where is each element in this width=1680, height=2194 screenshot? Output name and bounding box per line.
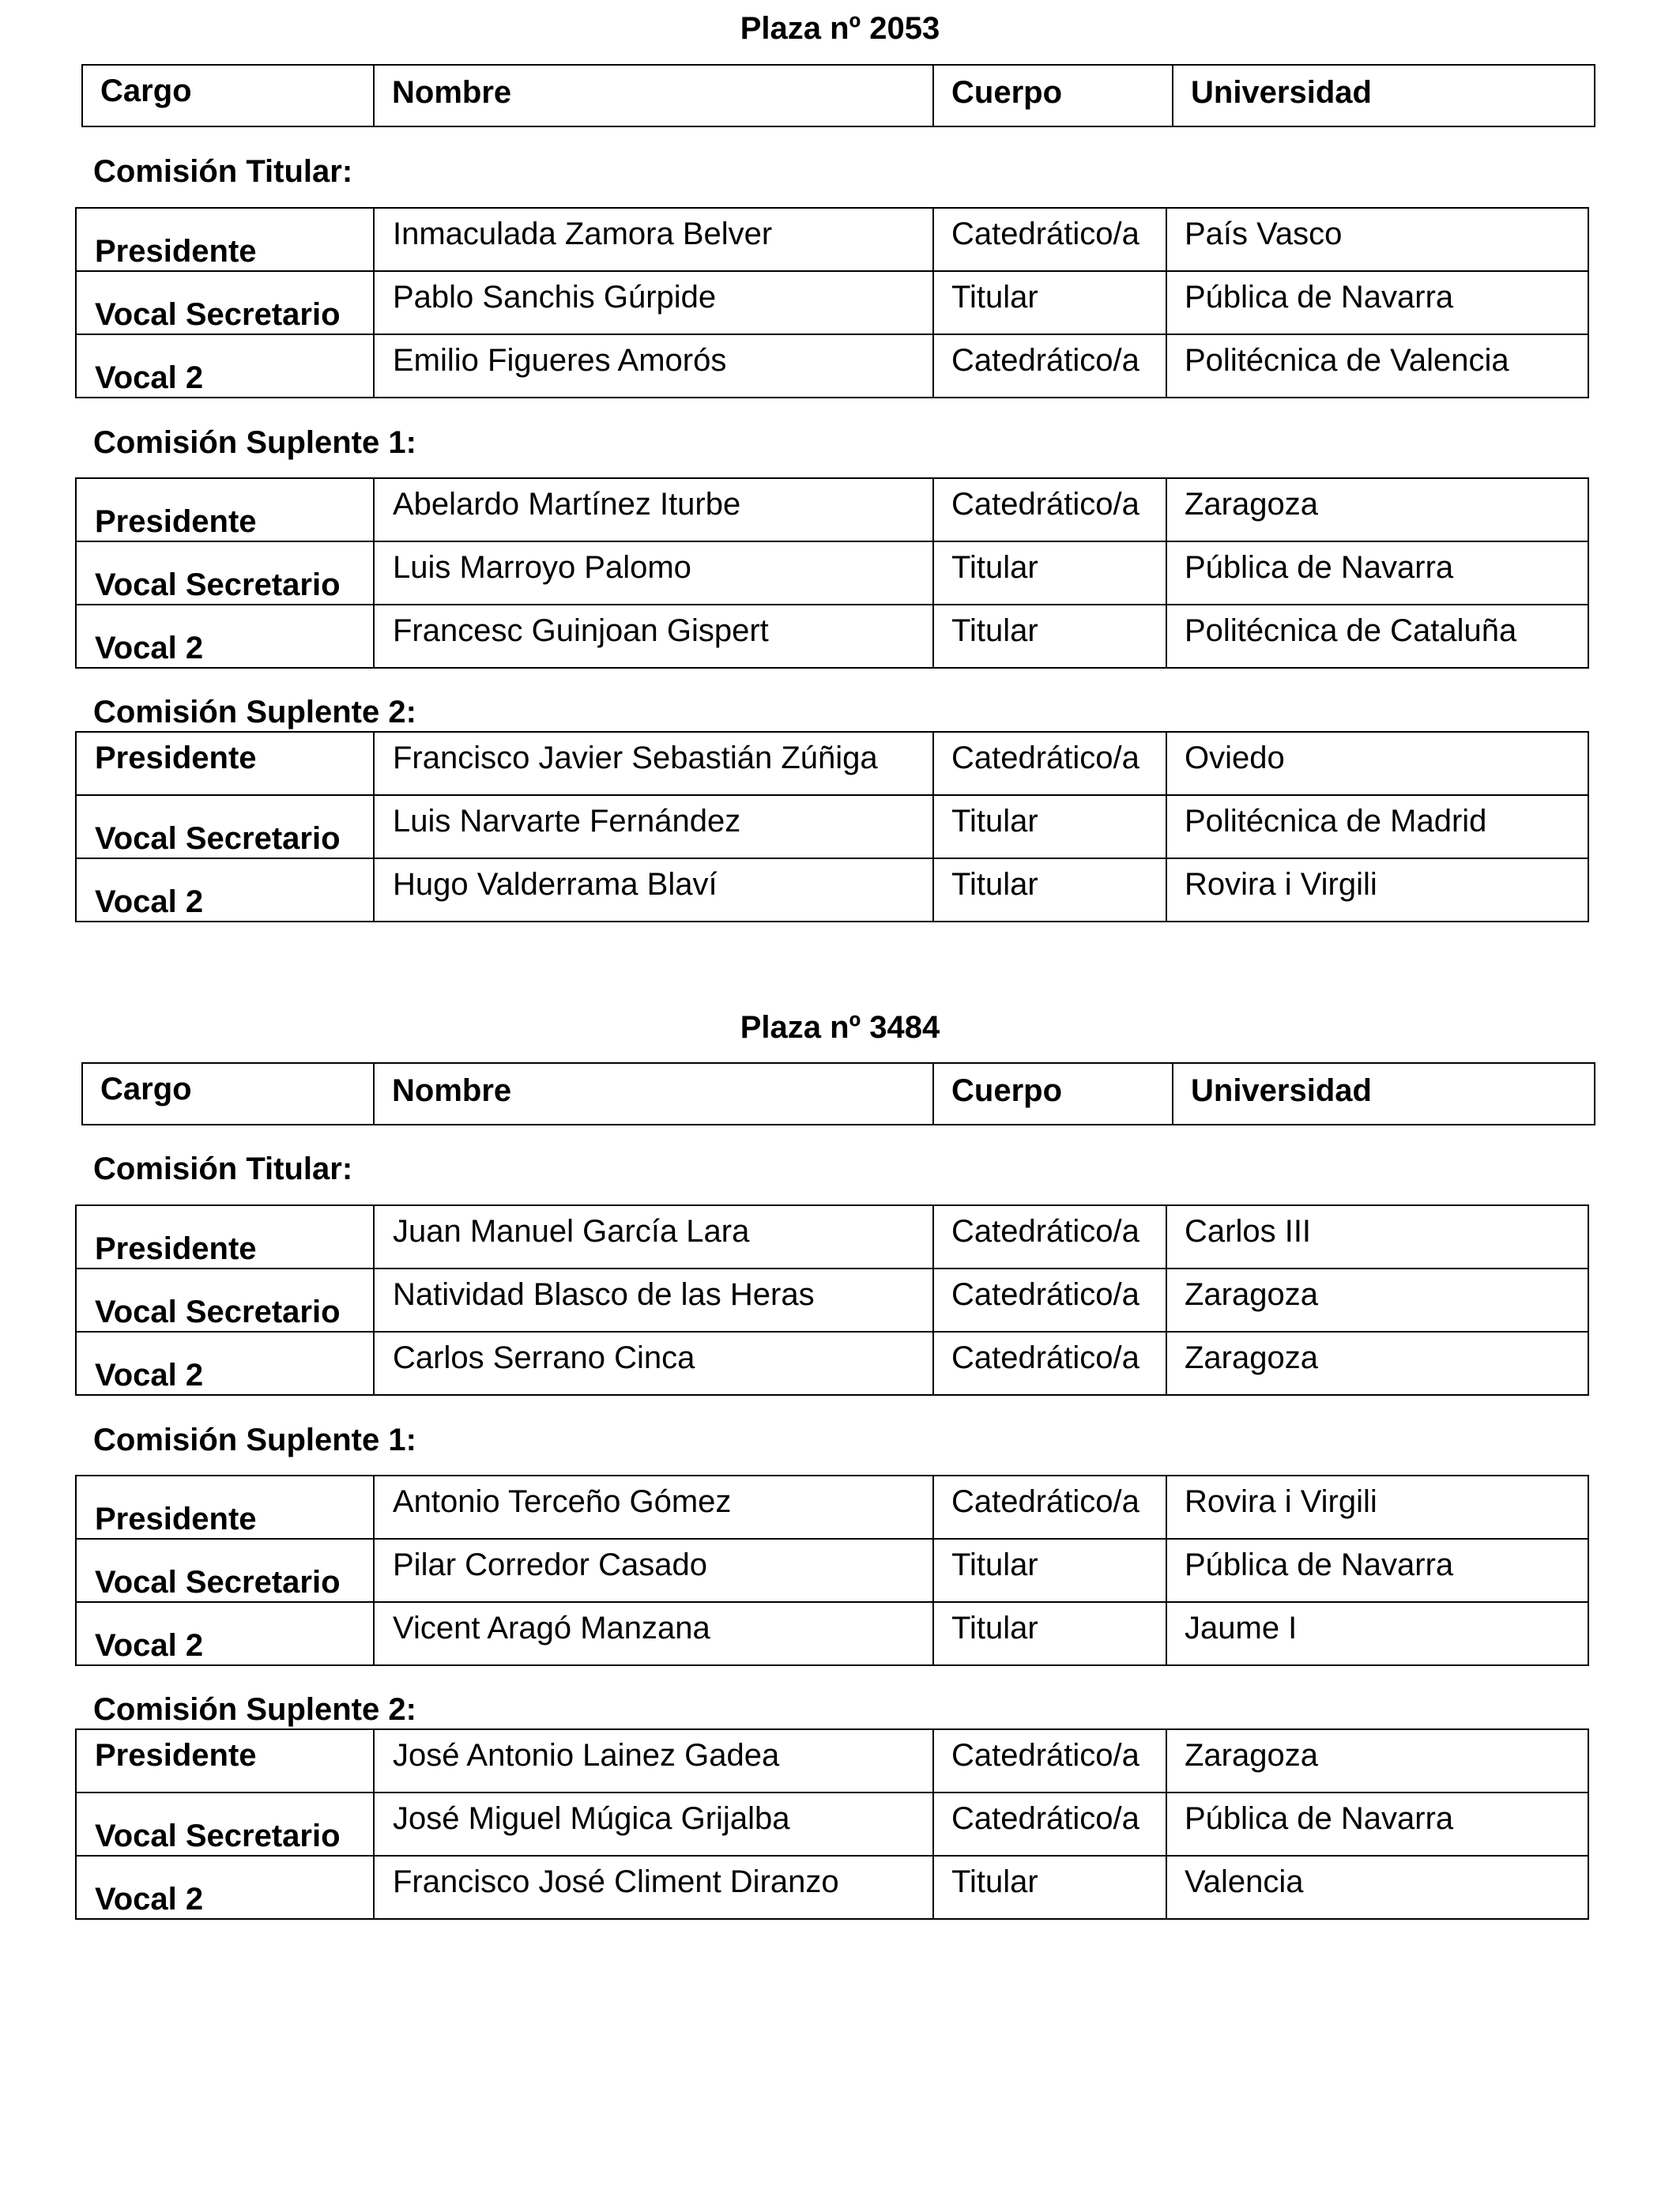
- cell-cargo: Presidente: [77, 1206, 375, 1268]
- section-label-comision-suplente-1: Comisión Suplente 1:: [93, 1423, 416, 1457]
- cell-universidad: País Vasco: [1185, 217, 1343, 251]
- comision-titular-table: [75, 207, 1589, 398]
- header-universidad: Universidad: [1191, 75, 1372, 110]
- section-label-comision-suplente-2: Comisión Suplente 2:: [93, 695, 416, 729]
- cell-cargo: Vocal 2: [77, 1333, 375, 1394]
- table-row: [77, 859, 1588, 921]
- comision-suplente-1-table: [75, 1475, 1589, 1666]
- cell-cargo: Vocal 2: [77, 335, 375, 397]
- cell-nombre: Juan Manuel García Lara: [375, 1206, 934, 1268]
- section-label-comision-titular: Comisión Titular:: [93, 1152, 353, 1186]
- cell-cargo: Vocal Secretario: [77, 1540, 375, 1601]
- cell-universidad: Oviedo: [1185, 741, 1285, 775]
- cell-universidad: Zaragoza: [1185, 1277, 1318, 1312]
- cell-nombre: Pilar Corredor Casado: [375, 1540, 934, 1601]
- header-cuerpo: Cuerpo: [934, 1064, 1173, 1124]
- cell-nombre: Francisco Javier Sebastián Zúñiga: [375, 733, 934, 794]
- table-row: [77, 335, 1588, 397]
- cell-cargo: Vocal 2: [77, 1857, 375, 1918]
- cell-nombre: Abelardo Martínez Iturbe: [375, 479, 934, 541]
- cell-nombre: Inmaculada Zamora Belver: [375, 209, 934, 270]
- cell-universidad: Pública de Navarra: [1185, 550, 1454, 585]
- cell-cuerpo: Titular: [934, 272, 1167, 334]
- comision-titular-table: [75, 1204, 1589, 1396]
- cell-cuerpo: Titular: [934, 1540, 1167, 1601]
- comision-suplente-2-table: [75, 1728, 1589, 1920]
- cell-cuerpo: Catedrático/a: [934, 733, 1167, 794]
- header-cuerpo: Cuerpo: [934, 66, 1173, 126]
- cell-cargo: Presidente: [77, 733, 375, 794]
- cell-universidad: Valencia: [1185, 1864, 1304, 1899]
- table-row: [77, 1333, 1588, 1394]
- table-row: [77, 605, 1588, 667]
- cell-nombre: Natividad Blasco de las Heras: [375, 1269, 934, 1331]
- section-label-comision-suplente-1: Comisión Suplente 1:: [93, 425, 416, 460]
- cell-universidad: Zaragoza: [1185, 1738, 1318, 1773]
- cell-cargo: Vocal Secretario: [77, 272, 375, 334]
- table-row: [77, 1603, 1588, 1664]
- cell-cargo: Vocal 2: [77, 605, 375, 667]
- cell-cuerpo: Catedrático/a: [934, 1730, 1167, 1792]
- cell-cuerpo: Catedrático/a: [934, 479, 1167, 541]
- table-row: [77, 733, 1588, 796]
- cell-universidad: Rovira i Virgili: [1185, 867, 1377, 902]
- cell-nombre: Carlos Serrano Cinca: [375, 1333, 934, 1394]
- cell-nombre: Francisco José Climent Diranzo: [375, 1857, 934, 1918]
- cell-universidad: Zaragoza: [1185, 1340, 1318, 1375]
- plaza-title: Plaza nº 2053: [740, 11, 940, 46]
- cell-nombre: José Antonio Lainez Gadea: [375, 1730, 934, 1792]
- cell-nombre: Emilio Figueres Amorós: [375, 335, 934, 397]
- table-row: [77, 1857, 1588, 1918]
- cell-cargo: Vocal Secretario: [77, 796, 375, 858]
- table-row: [77, 1476, 1588, 1540]
- table-row: [77, 1730, 1588, 1793]
- cell-cuerpo: Titular: [934, 1603, 1167, 1664]
- cell-cuerpo: Catedrático/a: [934, 1206, 1167, 1268]
- cell-cargo: Vocal 2: [77, 1603, 375, 1664]
- cell-nombre: Vicent Aragó Manzana: [375, 1603, 934, 1664]
- cell-universidad: Zaragoza: [1185, 487, 1318, 522]
- cell-cargo: Vocal Secretario: [77, 1793, 375, 1855]
- column-header-table: [81, 64, 1595, 127]
- cell-universidad: Politécnica de Cataluña: [1185, 613, 1517, 648]
- header-nombre: Nombre: [375, 66, 934, 126]
- header-universidad: Universidad: [1191, 1073, 1372, 1108]
- table-row: [77, 1540, 1588, 1603]
- cell-cuerpo: Catedrático/a: [934, 335, 1167, 397]
- cell-cargo: Presidente: [77, 1730, 375, 1792]
- table-row: [77, 209, 1588, 272]
- header-nombre: Nombre: [375, 1064, 934, 1124]
- cell-nombre: Pablo Sanchis Gúrpide: [375, 272, 934, 334]
- cell-nombre: Luis Marroyo Palomo: [375, 542, 934, 604]
- comision-suplente-2-table: [75, 731, 1589, 922]
- plaza-title: Plaza nº 3484: [740, 1010, 940, 1045]
- cell-cargo: Vocal Secretario: [77, 542, 375, 604]
- cell-cuerpo: Titular: [934, 542, 1167, 604]
- section-label-comision-suplente-2: Comisión Suplente 2:: [93, 1692, 416, 1727]
- cell-cuerpo: Catedrático/a: [934, 209, 1167, 270]
- cell-cuerpo: Catedrático/a: [934, 1269, 1167, 1331]
- cell-cargo: Vocal Secretario: [77, 1269, 375, 1331]
- table-row: [77, 479, 1588, 542]
- cell-cargo: Presidente: [77, 479, 375, 541]
- table-row: [77, 272, 1588, 335]
- table-row: [77, 1269, 1588, 1333]
- header-cargo: Cargo: [83, 1064, 375, 1124]
- cell-cargo: Presidente: [77, 209, 375, 270]
- table-row: [77, 1206, 1588, 1269]
- header-cargo: Cargo: [83, 66, 375, 126]
- cell-nombre: Hugo Valderrama Blaví: [375, 859, 934, 921]
- cell-universidad: Pública de Navarra: [1185, 280, 1454, 315]
- table-row: [77, 796, 1588, 859]
- column-header-table: [81, 1062, 1595, 1125]
- cell-universidad: Politécnica de Madrid: [1185, 804, 1487, 839]
- cell-cuerpo: Titular: [934, 796, 1167, 858]
- cell-cuerpo: Titular: [934, 859, 1167, 921]
- cell-cargo: Vocal 2: [77, 859, 375, 921]
- cell-cuerpo: Catedrático/a: [934, 1333, 1167, 1394]
- table-row: [77, 1793, 1588, 1857]
- cell-nombre: José Miguel Múgica Grijalba: [375, 1793, 934, 1855]
- section-label-comision-titular: Comisión Titular:: [93, 154, 353, 189]
- cell-cuerpo: Titular: [934, 1857, 1167, 1918]
- cell-nombre: Antonio Terceño Gómez: [375, 1476, 934, 1538]
- cell-universidad: Pública de Navarra: [1185, 1547, 1454, 1582]
- table-row: [77, 542, 1588, 605]
- cell-universidad: Rovira i Virgili: [1185, 1484, 1377, 1519]
- cell-cuerpo: Titular: [934, 605, 1167, 667]
- cell-cargo: Presidente: [77, 1476, 375, 1538]
- cell-nombre: Francesc Guinjoan Gispert: [375, 605, 934, 667]
- cell-universidad: Pública de Navarra: [1185, 1801, 1454, 1836]
- comision-suplente-1-table: [75, 477, 1589, 669]
- cell-nombre: Luis Narvarte Fernández: [375, 796, 934, 858]
- cell-universidad: Jaume I: [1185, 1611, 1298, 1646]
- cell-cuerpo: Catedrático/a: [934, 1476, 1167, 1538]
- cell-cuerpo: Catedrático/a: [934, 1793, 1167, 1855]
- cell-universidad: Politécnica de Valencia: [1185, 343, 1509, 378]
- cell-universidad: Carlos III: [1185, 1214, 1312, 1249]
